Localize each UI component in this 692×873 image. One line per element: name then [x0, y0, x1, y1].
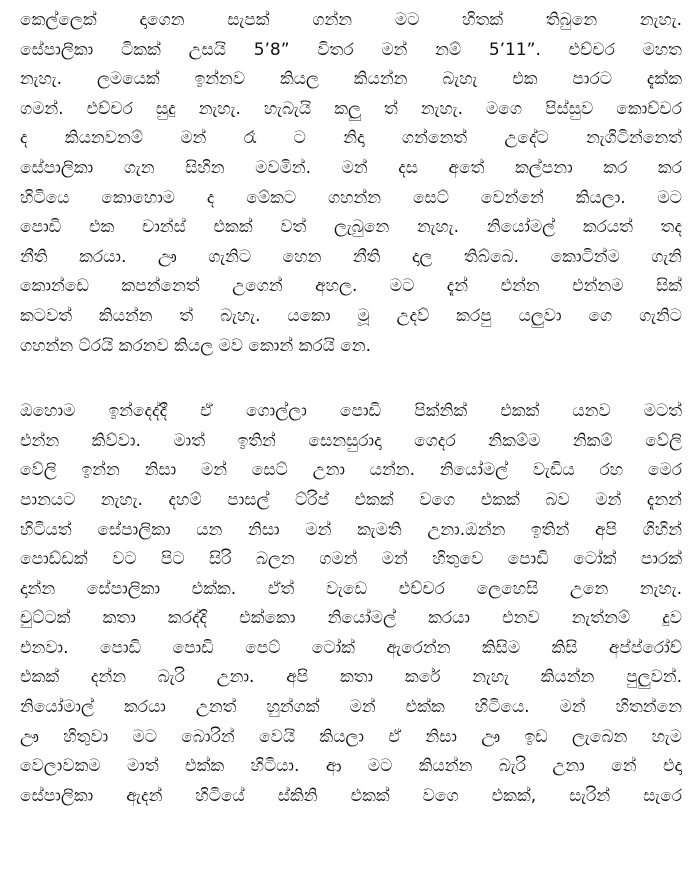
paragraph-2-line-10: එකක් දන්න බැරි උනා. අපි කතා කරේ නැහැ කියන්න පුලුවන්.: [20, 667, 682, 688]
paragraph-2-line-5: හිටියත් සේපාලිකා යන නිසා මන් කැමති උනා.ඔන්න ඉතින් අපි ගිහින්: [20, 519, 682, 540]
paragraph-1-line-6: සේපාලිකා ගැන සිහින මවමින්. මන් දස අතේ කල්පනා කර කර: [20, 157, 682, 178]
paragraph-1-line-1: කෙල්ලෙක් දාගෙන සැපක් ගන්න මට හිතක් තිබුනෙ නැහැ.: [20, 10, 682, 30]
paragraph-1-line-10: කොන්ඩෙ කපන්නෙත් උගෙන් අහල. මට දැන් එන්න එන්නම සික්: [20, 276, 682, 297]
paragraph-1-line-9: නීති කරයා. ඌ ගැනිට හෙන නීති දාල තිබ්බෙ. කොටින්ම ගැනි: [20, 246, 682, 267]
paragraph-2-line-13: වෙලාවකම මාත් එක්ක හිටියා. ආ මට කියන්න බැරි උනා නේ එදා: [20, 756, 682, 777]
paragraph-2-line-1: ඔහොම ඉන්දෙද්දී ඒ ගොල්ලා පොඩි පික්නික් එකක් යනව මටත්: [20, 401, 682, 422]
paragraph-2: [20, 397, 682, 811]
paragraph-1-line-2: සේපාලිකා ටිකක් උසයි 5’8” විතර මන් නම් 5’11”. එච්චර මහත: [20, 39, 682, 60]
paragraph-1-line-3: නැහැ. ලමයෙක් ඉන්නව කියල කියන්න බැහැ එක පාරට දැක්ක: [20, 69, 682, 90]
paragraph-2-line-3: වේලි ඉන්න නිසා මන් සෙට් උනා යන්න. නියෝමල් වැඩිය රහ මෙර: [20, 460, 682, 481]
paragraph-1-line-11: කටවත් කියන්න ත් බැහැ. යකො මූ උදව් කරපු යලුවා ගෙ ගැනිට: [20, 305, 682, 326]
paragraph-2-line-8: චුට්ටක් කතා කරද්දි එක්කො නියෝමල් කරයා එනව නැත්නම් දුව: [20, 608, 682, 629]
paragraph-1-line-8: පොඩි එක චාන්ස් එකක් වත් ලැබුනෙ නැහැ. නියෝමල් කරයත් තද: [20, 217, 682, 238]
paragraph-1: [20, 6, 682, 361]
paragraph-1-line-5: ද කියනවනම් මන් රෑ ට නිදා ගන්නෙත් උදේට නැගිටින්නෙත්: [20, 128, 682, 149]
paragraph-2-line-4: පානයට නැහැ. දහම් පාසල් ට්රිප් එකක් වගෙ එකක් බව මන් දැනන්: [20, 489, 682, 510]
paragraph-2-line-7: දාන්න සේපාලිකා එක්ක. ඒත් වැඩෙ එච්චර ලෙහෙසි උනෙ නැහැ.: [20, 578, 682, 599]
paragraph-2-line-9: එනවා. පොඩි පොඩි පෙට් ටෝක් ඇරෙන්න කිසිම කිසි අප්ප්රෝච්: [20, 637, 682, 658]
paragraph-2-line-12: ඌ හිතුවා මට බොරින් වෙයි කියලා ඒ නිසා ඌ ඉඩ ලැබෙන හැම: [20, 726, 682, 747]
paragraph-2-line-6: පොඩ්ඩක් වට පිට සිරි බලන ගමන් මන් හිතුවෙ පොඩි ටෝක් පාරක්: [20, 549, 682, 570]
paragraph-1-line-4: ගමන්. එච්චර සුදු නැහැ. හැබැයි කලු ත් නැහැ. මගෙ පිස්සුව කොච්චර: [20, 98, 682, 119]
paragraph-2-line-14: සේපාලිකා ඇදන් හිටියේ ස්කිනි එකක් වගෙ එකක්, සැරින් සැරෙ: [20, 785, 682, 806]
paragraph-1-line-12: ගහන්න ට්රයි කරනව කියල මව කොන් කරයි නෙ.: [20, 335, 372, 356]
paragraph-2-line-11: නියෝමාල් කරයා උනත් හුන්ගක් මන් එක්ක හිටියෙ. මන් හිතන්නෙ: [20, 697, 682, 718]
paragraph-2-line-2: එන්න කිව්වා. මාත් ඉතින් සෙනසුරාදා ගෙදර නිකම්ම නිකම් වේලි: [20, 430, 682, 451]
paragraph-1-line-7: හිටියෙ කොහොම ද මේකට ගහන්න සෙට් වෙන්නේ කියලා. මට: [20, 187, 682, 208]
